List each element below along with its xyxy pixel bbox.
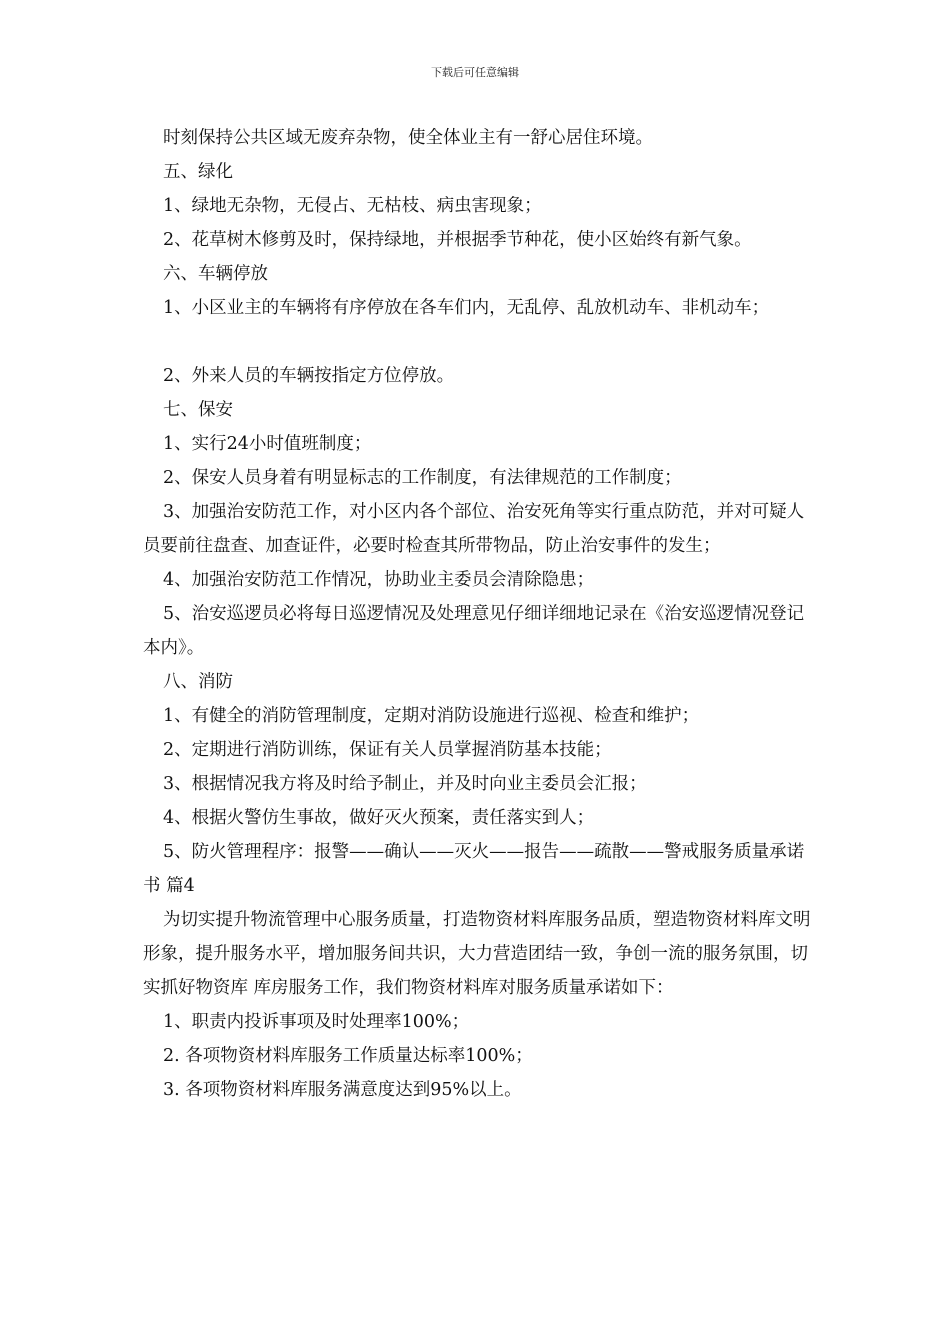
list-item: 4、根据火警仿生事故，做好灭火预案，责任落实到人；	[163, 808, 595, 828]
list-item: 1、职责内投诉事项及时处理率100%；	[163, 1012, 470, 1032]
list-item: 2、定期进行消防训练，保证有关人员掌握消防基本技能；	[163, 740, 612, 760]
list-item: 2. 各项物资材料库服务工作质量达标率100%；	[163, 1046, 533, 1066]
list-item: 1、有健全的消防管理制度，定期对消防设施进行巡视、检查和维护；	[163, 706, 700, 726]
list-item: 1、实行24小时值班制度；	[163, 434, 372, 454]
list-item: 2、花草树木修剪及时，保持绿地，并根据季节种花，使小区始终有新气象。	[163, 230, 752, 250]
section-heading-parking: 六、车辆停放	[163, 264, 268, 284]
list-item: 1、小区业主的车辆将有序停放在各车们内，无乱停、乱放机动车、非机动车；	[163, 298, 770, 318]
document-body	[143, 121, 815, 1107]
list-item: 4、加强治安防范工作情况，协助业主委员会清除隐患；	[163, 570, 595, 590]
list-item: 5、防火管理程序：报警——确认——灭火——报告——疏散——警戒服务质量承诺书 篇4	[143, 842, 805, 896]
section-heading-fire: 八、消防	[163, 672, 233, 692]
list-item: 3. 各项物资材料库服务满意度达到95%以上。	[163, 1080, 522, 1100]
list-item: 3、加强治安防范工作，对小区内各个部位、治安死角等实行重点防范，并对可疑人员要前往盘查、加查证件，必要时检查其所带物品，防止治安事件的发生；	[143, 502, 805, 556]
section-heading-greening: 五、绿化	[163, 162, 233, 182]
list-item: 2、外来人员的车辆按指定方位停放。	[163, 366, 455, 386]
list-item: 1、绿地无杂物，无侵占、无枯枝、病虫害现象；	[163, 196, 542, 216]
section-heading-security: 七、保安	[163, 400, 233, 420]
blank-line	[143, 325, 815, 359]
list-item: 2、保安人员身着有明显标志的工作制度，有法律规范的工作制度；	[163, 468, 682, 488]
page-header-note: 下载后可任意编辑	[431, 66, 519, 79]
paragraph: 时刻保持公共区域无废弃杂物，使全体业主有一舒心居住环境。	[163, 128, 653, 148]
list-item: 3、根据情况我方将及时给予制止，并及时向业主委员会汇报；	[163, 774, 647, 794]
paragraph: 为切实提升物流管理中心服务质量，打造物资材料库服务品质，塑造物资材料库文明形象，提升服务水平，增加服务间共识，大力营造团结一致，争创一流的服务氛围，切实抓好物资库 库房服务工作，我们物资材料库对服务质量承诺如下：	[143, 910, 811, 998]
list-item: 5、治安巡逻员必将每日巡逻情况及处理意见仔细详细地记录在《治安巡逻情况登记本内》。	[143, 604, 805, 658]
